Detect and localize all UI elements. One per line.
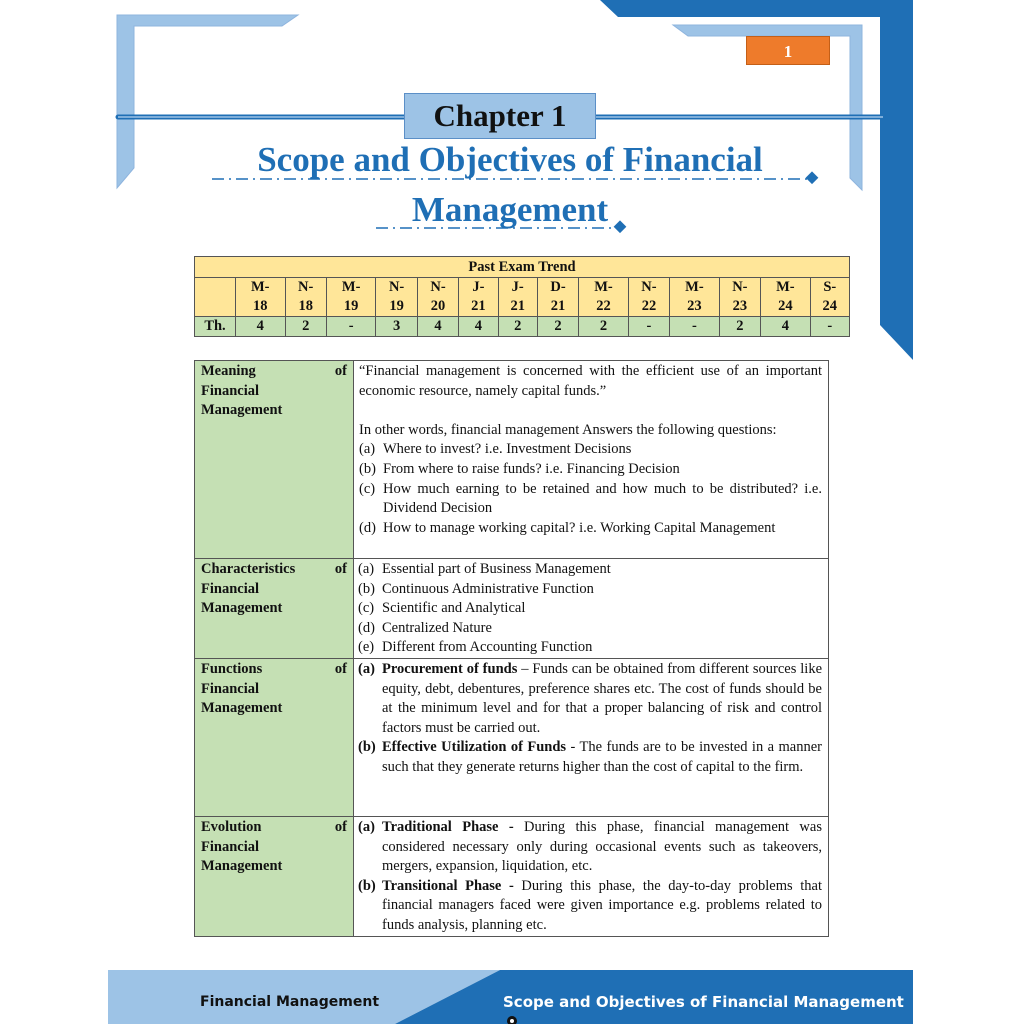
- list-item-text: Scientific and Analytical: [382, 600, 526, 617]
- trend-term-cell: [810, 278, 849, 317]
- meaning-intro: In other words, financial management Answers the following questions:: [359, 421, 777, 438]
- list-body: [383, 440, 822, 460]
- list-marker: (b): [358, 877, 376, 894]
- list-item: [358, 638, 822, 658]
- list-item-text: – Funds can be obtained from different sources like equity, debt, debentures, preference shares etc. The cost of funds should be at the minimum level and for that a proper balancing of risk and control factors must be carried out.: [382, 660, 823, 736]
- trend-row-label: Th.: [195, 317, 236, 337]
- evolution-content: [354, 816, 829, 936]
- footer-left-text: Financial Management: [200, 994, 380, 1010]
- chapter-title-line-2: Management: [411, 190, 609, 229]
- trend-term-year: 18: [298, 298, 313, 314]
- chapter-title-line-1: Scope and Objectives of Financial: [257, 140, 763, 179]
- trend-value-cell: -: [326, 317, 376, 337]
- list-marker: (a): [358, 818, 375, 835]
- trend-term-prefix: S-: [823, 279, 837, 295]
- list-item: [359, 440, 822, 460]
- trend-term-cell: [537, 278, 578, 317]
- characteristics-content: [354, 559, 829, 659]
- trend-term-cell: [376, 278, 417, 317]
- list-body: [382, 818, 822, 877]
- list-body: [382, 738, 822, 777]
- list-marker: (e): [358, 639, 375, 656]
- chapter-label: Chapter 1: [404, 93, 596, 139]
- trend-values-row: [195, 317, 850, 337]
- functions-row: [195, 658, 829, 816]
- list-body: [383, 519, 822, 539]
- trend-blank-cell: [195, 278, 236, 317]
- trend-value-cell: 2: [579, 317, 629, 337]
- list-item-text: Different from Accounting Function: [382, 639, 593, 656]
- functions-list: [358, 660, 822, 778]
- label-word: Financial: [201, 680, 260, 697]
- trend-value-cell: 4: [417, 317, 458, 337]
- functions-label: [195, 658, 354, 816]
- trend-term-prefix: M-: [685, 279, 704, 295]
- trend-value-cell: 4: [459, 317, 498, 337]
- evolution-row: [195, 816, 829, 936]
- list-marker: (a): [358, 660, 375, 677]
- trend-value-cell: 2: [498, 317, 537, 337]
- trend-term-year: 20: [430, 298, 446, 314]
- list-marker: (c): [359, 480, 376, 497]
- label-word: Management: [201, 858, 283, 875]
- trend-term-year: 22: [596, 298, 611, 314]
- meaning-label: [195, 361, 354, 559]
- list-item-text: Centralized Nature: [382, 619, 492, 636]
- list-item-text: From where to raise funds? i.e. Financing Decision: [383, 460, 680, 477]
- list-item: [359, 460, 822, 480]
- list-item: [358, 599, 822, 619]
- trend-value-cell: 4: [761, 317, 811, 337]
- label-word: Evolution: [201, 818, 262, 835]
- trend-term-year: 22: [641, 298, 657, 314]
- trend-value-cell: 2: [719, 317, 760, 337]
- trend-term-cell: [236, 278, 286, 317]
- trend-term-prefix: M-: [251, 279, 270, 295]
- trend-term-year: 19: [343, 298, 359, 314]
- evolution-label: [195, 816, 354, 936]
- trend-term-prefix: N-: [388, 279, 405, 295]
- list-item-text: Essential part of Business Management: [382, 561, 611, 577]
- page-number: 1: [746, 36, 830, 65]
- list-body: [382, 638, 822, 658]
- list-item-text: How much earning to be retained and how much to be distributed? i.e. Dividend Decision: [383, 480, 822, 517]
- list-item: [358, 818, 822, 877]
- past-exam-trend-table: [194, 256, 850, 337]
- meaning-content: [354, 361, 829, 559]
- list-item-text: How to manage working capital? i.e. Working Capital Management: [383, 519, 776, 536]
- list-item: [358, 560, 822, 580]
- list-item: [359, 480, 822, 519]
- list-item-text: During this phase, the day-to-day problems that financial managers faced were given importance e.g. problems related to funds analysis, planning etc.: [382, 877, 822, 933]
- list-item: [359, 519, 822, 539]
- list-body: [382, 580, 822, 600]
- trend-term-cell: [459, 278, 498, 317]
- list-item-heading: Traditional Phase -: [382, 818, 514, 835]
- list-item-heading: Procurement of funds: [382, 660, 518, 677]
- list-marker: (d): [358, 619, 375, 636]
- evolution-list: [358, 818, 822, 936]
- trend-term-prefix: D-: [550, 279, 566, 295]
- list-body: [382, 599, 822, 619]
- characteristics-label: [195, 559, 354, 659]
- trend-term-year: 24: [822, 298, 838, 314]
- list-body: [383, 480, 822, 519]
- trend-term-cell: [761, 278, 811, 317]
- trend-term-prefix: N-: [298, 279, 314, 295]
- trend-term-year: 19: [389, 298, 404, 314]
- trend-term-year: 21: [510, 298, 525, 314]
- list-marker: (a): [358, 561, 375, 577]
- label-word: Financial: [201, 580, 260, 597]
- label-word: Meaning: [201, 363, 256, 379]
- meaning-row: [195, 361, 829, 559]
- label-word: Management: [201, 600, 283, 617]
- list-marker: (a): [359, 441, 376, 458]
- trend-terms-row: [195, 278, 850, 317]
- list-item: [358, 660, 822, 738]
- trend-term-cell: [579, 278, 629, 317]
- label-word: Financial: [201, 382, 260, 399]
- label-word: of: [334, 660, 347, 677]
- trend-term-year: 23: [732, 298, 748, 314]
- list-body: [382, 660, 822, 738]
- trend-heading: Past Exam Trend: [195, 257, 850, 278]
- list-body: [382, 877, 822, 936]
- list-item: [358, 738, 822, 777]
- list-item-text: Continuous Administrative Function: [382, 580, 594, 597]
- meaning-list: [359, 440, 822, 538]
- list-item: [358, 580, 822, 600]
- trend-value-cell: -: [670, 317, 720, 337]
- list-body: [382, 560, 822, 580]
- trend-term-prefix: N-: [732, 279, 748, 295]
- trend-value-cell: 4: [236, 317, 286, 337]
- trend-value-cell: 2: [537, 317, 578, 337]
- label-word: of: [334, 818, 347, 835]
- list-marker: (c): [358, 600, 375, 617]
- list-body: [383, 460, 822, 480]
- functions-content: [354, 658, 829, 816]
- trend-term-cell: [285, 278, 326, 317]
- meaning-quote: “Financial management is concerned with the efficient use of an important economic resource, namely capital funds.”: [359, 363, 822, 399]
- trend-term-year: 23: [687, 298, 702, 314]
- trend-term-prefix: N-: [641, 279, 657, 295]
- trend-term-year: 24: [778, 298, 793, 314]
- list-marker: (d): [359, 519, 376, 536]
- characteristics-list: [358, 560, 822, 658]
- trend-term-prefix: M-: [776, 279, 795, 295]
- trend-term-cell: [326, 278, 376, 317]
- trend-term-prefix: M-: [594, 279, 613, 295]
- trend-term-cell: [628, 278, 669, 317]
- trend-value-cell: 3: [376, 317, 417, 337]
- trend-term-year: 21: [550, 298, 566, 314]
- list-item: [358, 619, 822, 639]
- list-item-text: During this phase, financial management was considered necessary only during occasional events such as takeovers, mergers, expansion, liquidation, etc.: [382, 818, 822, 875]
- list-body: [382, 619, 822, 639]
- label-word: Management: [201, 402, 283, 419]
- trend-term-year: 21: [471, 298, 486, 314]
- label-word: of: [334, 561, 347, 577]
- label-word: Characteristics: [201, 561, 296, 577]
- label-word: Functions: [201, 660, 263, 677]
- trend-value-cell: 2: [285, 317, 326, 337]
- trend-term-cell: [719, 278, 760, 317]
- trend-term-cell: [670, 278, 720, 317]
- trend-term-prefix: M-: [341, 279, 361, 295]
- trend-value-cell: -: [810, 317, 849, 337]
- label-word: of: [334, 363, 347, 379]
- characteristics-row: [195, 559, 829, 659]
- trend-term-prefix: N-: [430, 279, 446, 295]
- list-marker: (b): [359, 460, 376, 477]
- list-item: [358, 877, 822, 936]
- summary-table: [194, 360, 829, 937]
- trend-value-cell: -: [628, 317, 669, 337]
- list-item-text: - The funds are to be invested in a manner such that they generate returns higher than the cost of capital to the firm.: [382, 739, 822, 775]
- trend-term-prefix: J-: [511, 279, 524, 295]
- trend-term-year: 18: [253, 298, 268, 314]
- list-item-heading: Transitional Phase -: [382, 877, 514, 894]
- footer-right-text: Scope and Objectives of Financial Management: [503, 993, 904, 1011]
- trend-term-prefix: J-: [472, 279, 485, 295]
- list-marker: (b): [358, 739, 376, 756]
- list-item-heading: Effective Utilization of Funds: [382, 739, 567, 756]
- trend-term-cell: [498, 278, 537, 317]
- label-word: Management: [201, 700, 283, 717]
- list-item-text: Where to invest? i.e. Investment Decisions: [383, 441, 632, 458]
- trend-term-cell: [417, 278, 458, 317]
- label-word: Financial: [201, 838, 260, 855]
- list-marker: (b): [358, 580, 375, 597]
